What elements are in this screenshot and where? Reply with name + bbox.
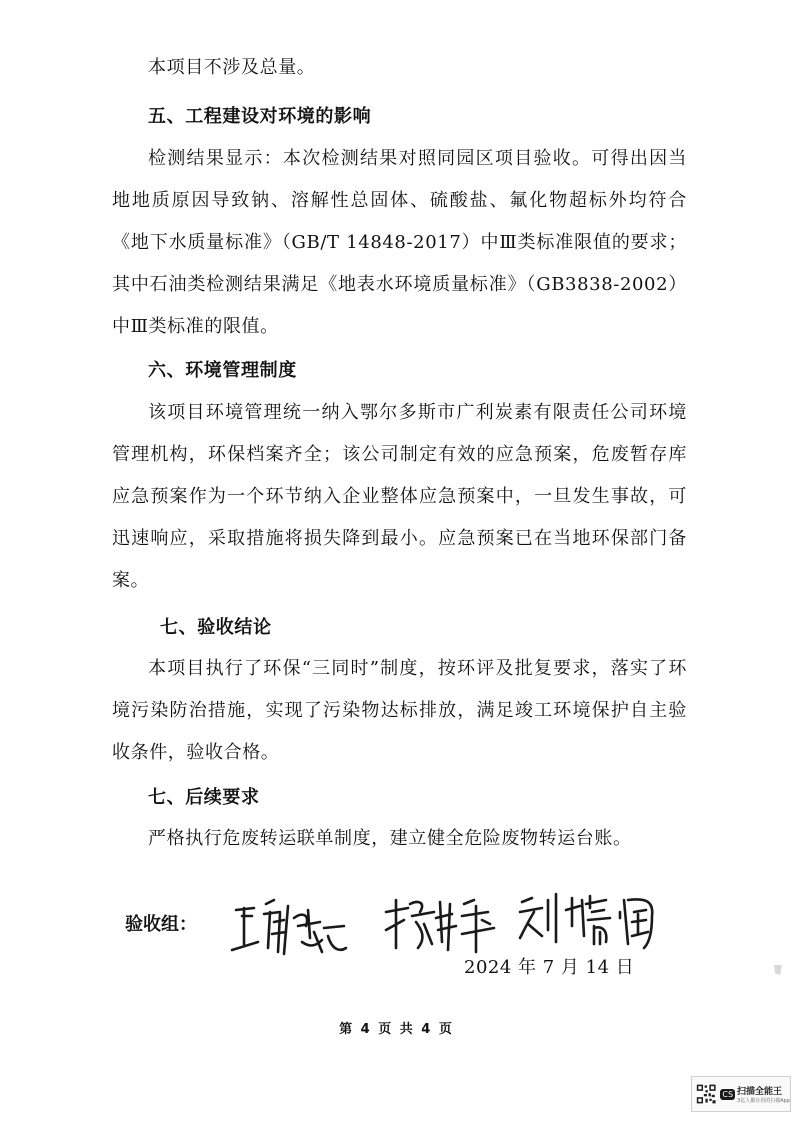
signature-1 bbox=[222, 892, 352, 962]
paragraph-section-5: 检测结果显示：本次检测结果对照同园区项目验收。可得出因当地地质原因导致钠、溶解性总固体、硫酸盐、氟化物超标外均符合《地下水质量标准》（GB/T 14848-2017）中Ⅲ类标准限值的要求；其中石油类检测结果满足《地表水环境质量标准》（GB3838-2002）中Ⅲ类标准的限值。 bbox=[112, 148, 687, 337]
paragraph-total-amount: 本项目不涉及总量。 bbox=[148, 57, 316, 78]
scan-artifact-icon bbox=[772, 962, 784, 981]
heading-section-5: 五、工程建设对环境的影响 bbox=[148, 106, 372, 127]
camscanner-logo-icon: CS bbox=[722, 1089, 734, 1099]
signature-date: 2024 年 7 月 14 日 bbox=[464, 957, 635, 978]
heading-section-7-followup: 七、后续要求 bbox=[148, 787, 260, 808]
paragraph-section-6: 该项目环境管理统一纳入鄂尔多斯市广利炭素有限责任公司环境管理机构，环保档案齐全；该公司制定有效的应急预案，危废暂存库应急预案作为一个环节纳入企业整体应急预案中，一旦发生事故，可迅速响应，采取措施将损失降到最小。应急预案已在当地环保部门备案。 bbox=[112, 402, 687, 591]
signature-2 bbox=[378, 890, 503, 960]
camscanner-watermark bbox=[691, 1076, 791, 1112]
paragraph-section-7-conclusion: 本项目执行了环保“三同时”制度，按环评及批复要求，落实了环境污染防治措施，实现了污染物达标排放，满足竣工环境保护自主验收条件，验收合格。 bbox=[112, 658, 687, 763]
heading-section-7-conclusion: 七、验收结论 bbox=[160, 617, 272, 638]
signature-3 bbox=[512, 886, 672, 956]
paragraph-section-7-followup: 严格执行危废转运联单制度，建立健全危险废物转运台账。 bbox=[148, 828, 632, 849]
page-number: 第 4 页 共 4 页 bbox=[339, 1022, 454, 1037]
watermark-title: 扫描全能王 bbox=[737, 1087, 783, 1097]
watermark-subtitle: 3亿人都在用的扫描App bbox=[737, 1098, 790, 1104]
qr-code-icon bbox=[696, 1081, 716, 1107]
acceptance-group-label: 验收组： bbox=[125, 914, 197, 935]
heading-section-6: 六、环境管理制度 bbox=[148, 360, 297, 381]
